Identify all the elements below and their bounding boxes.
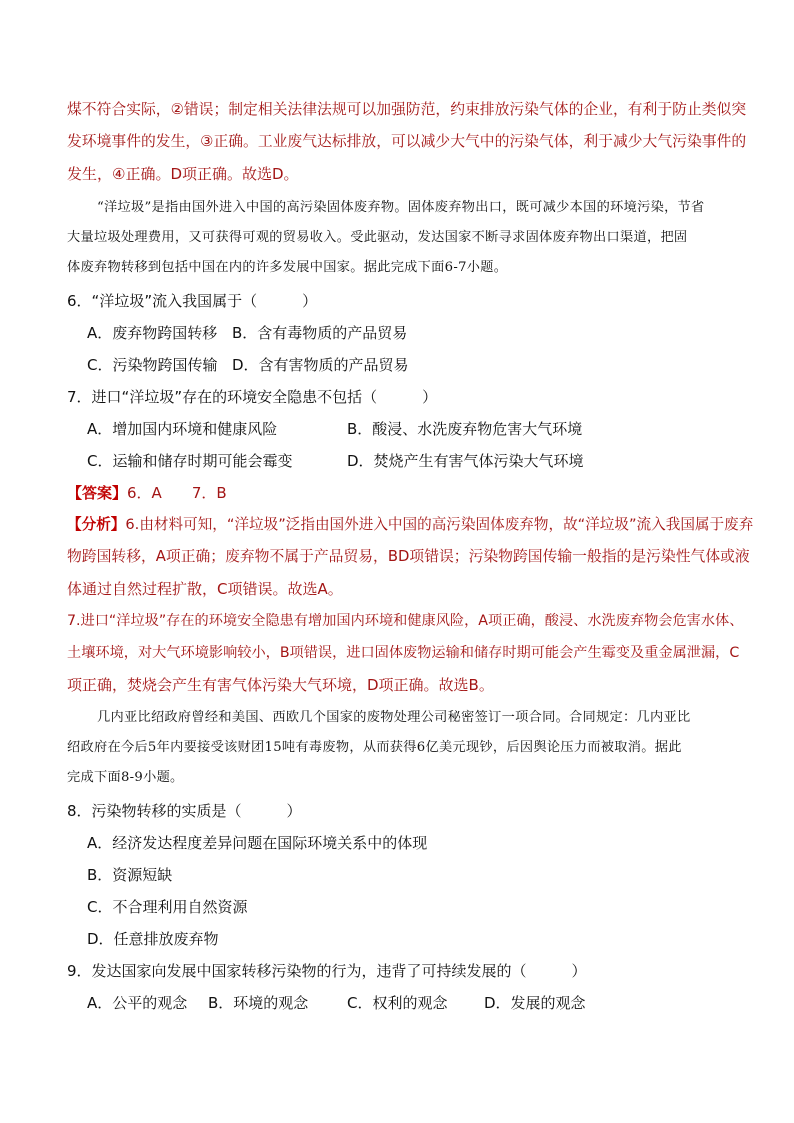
question-8-option-c: C．不合理利用自然资源 xyxy=(87,898,248,916)
analysis-line-6: 项正确，焚烧会产生有害气体污染大气环境，D项正确。故选B。 xyxy=(67,676,494,694)
analysis-line-1 xyxy=(67,514,753,536)
analysis-tag: 【分析】 xyxy=(67,516,126,533)
question-6-stem: 6．“洋垃圾”流入我国属于（ ） xyxy=(67,292,318,310)
question-9-option-d: D．发展的观念 xyxy=(484,994,586,1012)
passage-2-line-3: 完成下面8-9小题。 xyxy=(67,770,184,785)
question-6-option-c: C．污染物跨国传输 xyxy=(87,356,218,374)
question-9-stem: 9．发达国家向发展中国家转移污染物的行为，违背了可持续发展的（ ） xyxy=(67,962,587,980)
question-7-stem: 7．进口“洋垃圾”存在的环境安全隐患不包括（ ） xyxy=(67,388,438,406)
question-7-option-a: A．增加国内环境和健康风险 xyxy=(87,420,278,438)
question-9-option-b: B．环境的观念 xyxy=(208,994,309,1012)
analysis-line-5: 土壤环境，对大气环境影响较小，B项错误，进口固体废物运输和储存时期可能会产生霉变及重金属泄漏，C xyxy=(67,645,740,661)
question-8-option-d: D．任意排放废弃物 xyxy=(87,930,219,948)
analysis-line-4: 7.进口“洋垃圾”存在的环境安全隐患有增加国内环境和健康风险，A项正确，酸浸、水洗废弃物会危害水体、 xyxy=(67,613,744,629)
passage-2-line-2: 绍政府在今后5年内要接受该财团15吨有毒废物，从而获得6亿美元现钞，后因舆论压力而被取消。据此 xyxy=(67,740,682,755)
question-7-option-c: C．运输和储存时期可能会霉变 xyxy=(87,452,293,470)
analysis-line-3: 体通过自然过程扩散，C项错误。故选A。 xyxy=(67,580,343,598)
question-8-option-b: B．资源短缺 xyxy=(87,866,173,884)
analysis-prev-line-3: 发生，④正确。D项正确。故选D。 xyxy=(67,165,299,183)
answer-text: 6．A 7．B xyxy=(127,484,227,502)
question-6-option-b: B．含有毒物质的产品贸易 xyxy=(232,324,408,342)
passage-1-line-3: 体废弃物转移到包括中国在内的许多发展中国家。据此完成下面6-7小题。 xyxy=(67,260,508,275)
question-8-option-a: A．经济发达程度差异问题在国际环境关系中的体现 xyxy=(87,834,428,852)
question-7-option-d: D．焚烧产生有害气体污染大气环境 xyxy=(347,452,584,470)
question-6-option-a: A．废弃物跨国转移 xyxy=(87,324,218,342)
question-7-option-b: B．酸浸、水洗废弃物危害大气环境 xyxy=(347,420,583,438)
passage-2-line-1: 几内亚比绍政府曾经和美国、西欧几个国家的废物处理公司秘密签订一项合同。合同规定：几内亚比 xyxy=(97,710,691,725)
analysis-prev-line-2: 发环境事件的发生，③正确。工业废气达标排放，可以减少大气中的污染气体，利于减少大气污染事件的 xyxy=(67,133,747,150)
analysis-line-1-text: 6.由材料可知，“洋垃圾”泛指由国外进入中国的高污染固体废弃物，故“洋垃圾”流入我国属于废弃 xyxy=(125,516,754,533)
analysis-line-2: 物跨国转移，A项正确；废弃物不属于产品贸易，BD项错误；污染物跨国传输一般指的是污染性气体或液 xyxy=(67,548,750,565)
question-8-stem: 8．污染物转移的实质是（ ） xyxy=(67,802,302,820)
question-6-option-d: D．含有害物质的产品贸易 xyxy=(232,356,409,374)
question-9-option-a: A．公平的观念 xyxy=(87,994,188,1012)
answer-tag: 【答案】 xyxy=(67,484,128,502)
answer-line xyxy=(67,482,227,504)
question-9-option-c: C．权利的观念 xyxy=(347,994,448,1012)
passage-1-line-2: 大量垃圾处理费用，又可获得可观的贸易收入。受此驱动，发达国家不断寻求固体废弃物出口渠道，把固 xyxy=(67,230,688,245)
analysis-prev-line-1: 煤不符合实际，②错误；制定相关法律法规可以加强防范，约束排放污染气体的企业，有利于防止类似突 xyxy=(67,101,747,118)
passage-1-line-1: “洋垃圾”是指由国外进入中国的高污染固体废弃物。固体废弃物出口，既可减少本国的环境污染，节省 xyxy=(97,200,705,215)
